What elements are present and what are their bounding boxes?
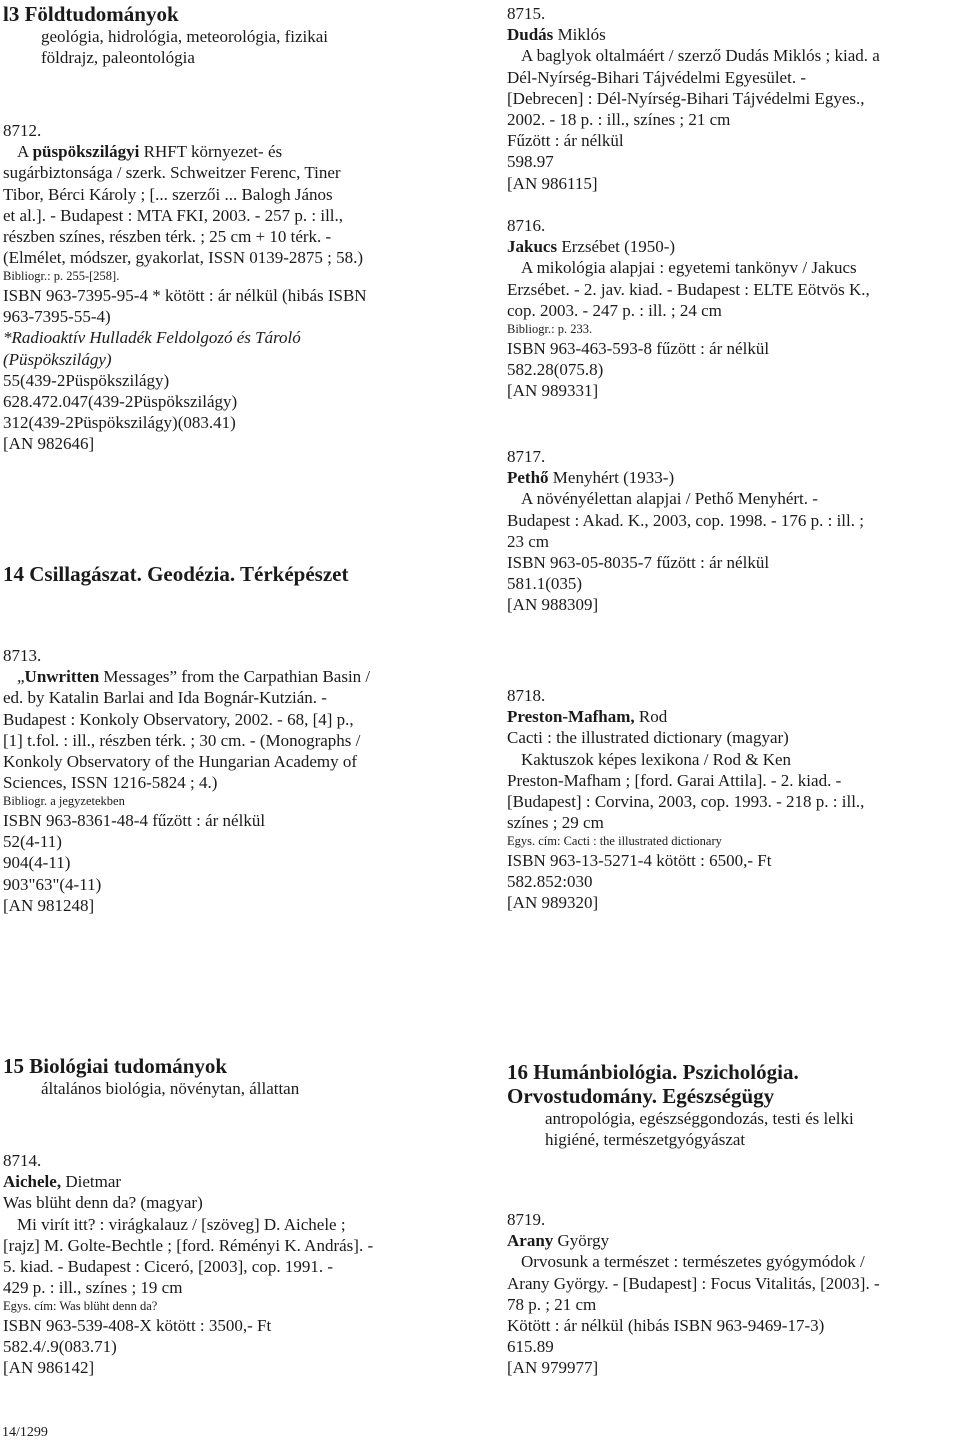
entry-line: Arany György. - [Budapest] : Focus Vitalitás, [2003]. - bbox=[507, 1273, 880, 1293]
entry-line: Budapest : Konkoly Observatory, 2002. - 68, [4] p., bbox=[3, 709, 354, 729]
entry-line: Fűzött : ár nélkül bbox=[507, 131, 624, 151]
entry-code: 312(439-2Püspökszilágy)(083.41) bbox=[3, 413, 236, 433]
entry-code: 581.1(035) bbox=[507, 574, 583, 594]
entry-note: Egys. cím: Cacti : the illustrated dictionary bbox=[507, 834, 722, 849]
entry-code: [AN 981248] bbox=[3, 895, 95, 915]
entry-line: Erzsébet. - 2. jav. kiad. - Budapest : ELTE Eötvös K., bbox=[507, 279, 870, 299]
section-13 bbox=[3, 2, 473, 68]
entry-subject: *Radioaktív Hulladék Feldolgozó és Tároló bbox=[3, 328, 301, 348]
entry-code: 628.472.047(439-2Püspökszilágy) bbox=[3, 391, 238, 411]
entry-line: A mikológia alapjai : egyetemi tankönyv / Jakucs bbox=[521, 258, 857, 278]
entry-number: 8715. bbox=[507, 4, 546, 23]
entry-line: 23 cm bbox=[507, 531, 550, 551]
entry-isbn: ISBN 963-7395-95-4 * kötött : ár nélkül (hibás ISBN bbox=[3, 285, 367, 305]
entry-line: Dél-Nyírség-Bihari Tájvédelmi Egyesület. - bbox=[507, 67, 806, 87]
entry-isbn: ISBN 963-05-8035-7 fűzött : ár nélkül bbox=[507, 553, 770, 573]
entry-line: cop. 2003. - 247 p. : ill. ; 24 cm bbox=[507, 300, 722, 320]
entry-line: ed. by Katalin Barlai and Ida Bognár-Kutzián. - bbox=[3, 688, 327, 708]
entry-line: sugárbiztonsága / szerk. Schweitzer Ferenc, Tiner bbox=[3, 163, 341, 183]
entry-8712 bbox=[3, 120, 473, 455]
entry-author: Preston-Mafham, Rod bbox=[507, 707, 668, 727]
entry-line: Cacti : the illustrated dictionary (magyar) bbox=[507, 728, 789, 748]
entry-line: Mi virít itt? : virágkalauz / [szöveg] D. Aichele ; bbox=[17, 1214, 346, 1234]
entry-line: Was blüht denn da? (magyar) bbox=[3, 1193, 203, 1213]
entry-8715 bbox=[507, 3, 959, 194]
entry-code: 904(4-11) bbox=[3, 853, 71, 873]
entry-number: 8712. bbox=[3, 121, 42, 140]
entry-author: Aichele, Dietmar bbox=[3, 1172, 122, 1192]
entry-code: [AN 989331] bbox=[507, 380, 599, 400]
section-subtitle: antropológia, egészséggondozás, testi és lelki bbox=[545, 1109, 854, 1128]
entry-code: 615.89 bbox=[507, 1337, 554, 1357]
entry-line: Tibor, Bérci Károly ; [... szerzői ... Balogh János bbox=[3, 184, 333, 204]
entry-code: [AN 986115] bbox=[507, 173, 598, 193]
entry-number: 8719. bbox=[507, 1210, 546, 1229]
entry-number: 8714. bbox=[3, 1151, 42, 1170]
entry-number: 8713. bbox=[3, 646, 42, 665]
entry-line: A növényélettan alapjai / Pethő Menyhért. - bbox=[521, 489, 818, 509]
entry-isbn: ISBN 963-463-593-8 fűzött : ár nélkül bbox=[507, 338, 770, 358]
entry-8716 bbox=[507, 215, 959, 401]
entry-code: 582.852:030 bbox=[507, 872, 593, 892]
entry-line: A baglyok oltalmáért / szerző Dudás Miklós ; kiad. a bbox=[521, 46, 880, 66]
entry-note: Bibliogr. a jegyzetekben bbox=[3, 794, 125, 809]
section-subtitle: földrajz, paleontológia bbox=[41, 48, 195, 68]
entry-line: [Debrecen] : Dél-Nyírség-Bihari Tájvédelmi Egyes., bbox=[507, 88, 865, 108]
entry-line: [rajz] M. Golte-Bechtle ; [ford. Réményi K. András]. - bbox=[3, 1235, 374, 1255]
entry-8719 bbox=[507, 1209, 959, 1379]
entry-code: 598.97 bbox=[507, 152, 554, 172]
entry-title: A püspökszilágyi RHFT környezet- és bbox=[17, 142, 283, 162]
entry-line: Kaktuszok képes lexikona / Rod & Ken bbox=[521, 749, 792, 769]
entry-author: Arany György bbox=[507, 1231, 610, 1251]
section-16 bbox=[507, 1060, 959, 1150]
entry-line: [Budapest] : Corvina, 2003, cop. 1993. - 218 p. : ill., bbox=[507, 792, 865, 812]
section-15 bbox=[3, 1054, 473, 1099]
entry-8713 bbox=[3, 645, 473, 916]
page-number: 14/1299 bbox=[2, 1425, 48, 1440]
entry-isbn: ISBN 963-539-408-X kötött : 3500,- Ft bbox=[3, 1315, 272, 1335]
entry-8717 bbox=[507, 446, 959, 616]
entry-code: 55(439-2Püspökszilágy) bbox=[3, 370, 170, 390]
section-heading: 15 Biológiai tudományok bbox=[3, 1054, 228, 1078]
entry-code: 582.4/.9(083.71) bbox=[3, 1337, 117, 1357]
entry-subject: (Püspökszilágy) bbox=[3, 349, 112, 369]
entry-note: Bibliogr.: p. 233. bbox=[507, 322, 593, 337]
entry-line: 5. kiad. - Budapest : Ciceró, [2003], cop. 1991. - bbox=[3, 1257, 334, 1277]
entry-isbn: ISBN 963-13-5271-4 kötött : 6500,- Ft bbox=[507, 850, 772, 870]
entry-isbn: 963-7395-55-4) bbox=[3, 307, 111, 327]
entry-line: 78 p. ; 21 cm bbox=[507, 1294, 597, 1314]
section-14-heading: 14 Csillagászat. Geodézia. Térképészet bbox=[3, 562, 349, 586]
section-subtitle: geológia, hidrológia, meteorológia, fizikai bbox=[41, 27, 329, 46]
entry-number: 8718. bbox=[507, 686, 546, 705]
entry-line: Orvosunk a természet : természetes gyógymódok / bbox=[521, 1252, 865, 1272]
section-heading: Orvostudomány. Egészségügy bbox=[507, 1084, 775, 1108]
entry-code: [AN 979977] bbox=[507, 1358, 599, 1378]
entry-line: Kötött : ár nélkül (hibás ISBN 963-9469-17-3) bbox=[507, 1316, 825, 1336]
section-heading: 16 Humánbiológia. Pszichológia. bbox=[507, 1060, 799, 1084]
entry-code: 52(4-11) bbox=[3, 832, 62, 852]
entry-code: [AN 989320] bbox=[507, 893, 599, 913]
entry-code: [AN 986142] bbox=[3, 1358, 95, 1378]
entry-line: 429 p. : ill., színes ; 19 cm bbox=[3, 1278, 183, 1298]
entry-code: [AN 988309] bbox=[507, 595, 599, 615]
section-heading: l3 Földtudományok bbox=[3, 2, 179, 26]
entry-number: 8716. bbox=[507, 216, 546, 235]
entry-author: Pethő Menyhért (1933-) bbox=[507, 468, 675, 488]
entry-8714 bbox=[3, 1150, 473, 1379]
section-subtitle: általános biológia, növénytan, állattan bbox=[41, 1079, 300, 1098]
entry-line: Sciences, ISSN 1216-5824 ; 4.) bbox=[3, 773, 218, 793]
entry-line: [1] t.fol. : ill., részben térk. ; 30 cm. - (Monographs / bbox=[3, 730, 361, 750]
entry-line: et al.]. - Budapest : MTA FKI, 2003. - 257 p. : ill., bbox=[3, 205, 344, 225]
entry-author: Jakucs Erzsébet (1950-) bbox=[507, 237, 676, 257]
entry-code: 903"63"(4-11) bbox=[3, 874, 102, 894]
entry-note: Bibliogr.: p. 255-[258]. bbox=[3, 269, 120, 284]
entry-line: Konkoly Observatory of the Hungarian Academy of bbox=[3, 752, 358, 772]
entry-line: 2002. - 18 p. : ill., színes ; 21 cm bbox=[507, 110, 731, 130]
entry-line: színes ; 29 cm bbox=[507, 813, 604, 833]
entry-line: Preston-Mafham ; [ford. Garai Attila]. - 2. kiad. - bbox=[507, 770, 842, 790]
entry-code: 582.28(075.8) bbox=[507, 359, 604, 379]
entry-author: Dudás Miklós bbox=[507, 25, 606, 45]
entry-title: „Unwritten Messages” from the Carpathian Basin / bbox=[17, 667, 371, 687]
entry-line: részben színes, részben térk. ; 25 cm + 10 térk. - bbox=[3, 227, 332, 247]
section-subtitle: higiéné, természetgyógyászat bbox=[545, 1130, 746, 1150]
entry-code: [AN 982646] bbox=[3, 434, 95, 454]
entry-8718 bbox=[507, 685, 959, 914]
entry-line: Budapest : Akad. K., 2003, cop. 1998. - 176 p. : ill. ; bbox=[507, 510, 864, 530]
entry-note: Egys. cím: Was blüht denn da? bbox=[3, 1299, 158, 1314]
entry-isbn: ISBN 963-8361-48-4 fűzött : ár nélkül bbox=[3, 810, 266, 830]
entry-number: 8717. bbox=[507, 447, 546, 466]
entry-line: (Elmélet, módszer, gyakorlat, ISSN 0139-2875 ; 58.) bbox=[3, 248, 364, 268]
